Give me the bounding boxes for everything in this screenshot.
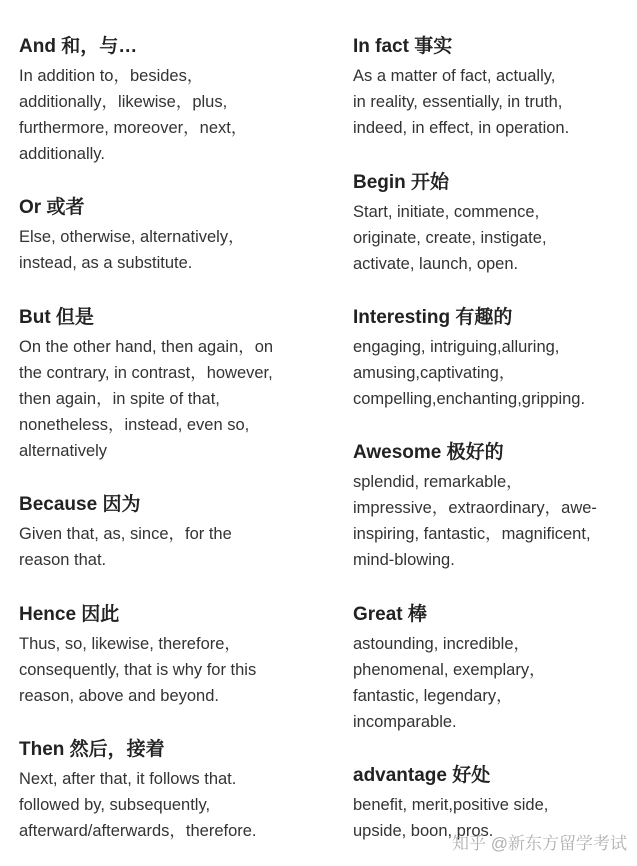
entry-title: Because 因为 (19, 494, 141, 515)
entry-line: impressive，extraordinary，awe- (353, 499, 597, 517)
entry-title: Then 然后，接着 (19, 739, 165, 760)
entry-line: amusing,captivating， (353, 364, 516, 382)
entry-lines (353, 63, 633, 141)
entry-line: engaging, intriguing,alluring, (353, 338, 560, 356)
entry-lines (19, 334, 324, 464)
entry-in-fact (353, 35, 633, 141)
entry-line: reason, above and beyond. (19, 687, 219, 705)
watermark: 知乎 @新东方留学考试 (452, 834, 627, 853)
entry-line: Given that, as, since，for the (19, 525, 232, 543)
entry-then (19, 738, 324, 844)
entry-line: additionally，likewise，plus, (19, 93, 228, 111)
entry-line: phenomenal, exemplary， (353, 661, 546, 679)
entry-title: But 但是 (19, 307, 94, 328)
entry-line: benefit, merit,positive side, (353, 796, 549, 814)
entry-line: compelling,enchanting,gripping. (353, 390, 586, 408)
entry-but (19, 306, 324, 464)
entry-awesome (353, 441, 633, 573)
entry-line: mind-blowing. (353, 551, 455, 569)
entry-lines (19, 631, 324, 709)
entry-line: then again，in spite of that, (19, 390, 220, 408)
entry-title: In fact 事实 (353, 36, 453, 57)
entry-line: Next, after that, it follows that. (19, 770, 237, 788)
entry-line: in reality, essentially, in truth, (353, 93, 563, 111)
entry-line: consequently, that is why for this (19, 661, 257, 679)
entry-line: incomparable. (353, 713, 457, 731)
entry-line: upside, boon, pros. (353, 822, 494, 840)
entry-title: advantage 好处 (353, 765, 491, 786)
entry-title: Hence 因此 (19, 604, 120, 625)
entry-and (19, 35, 324, 167)
entry-line: additionally. (19, 145, 105, 163)
entry-lines (19, 521, 324, 573)
entry-line: the contrary, in contrast，however, (19, 364, 273, 382)
entry-line: Thus, so, likewise, therefore， (19, 635, 241, 653)
entry-hence (19, 603, 324, 709)
entry-line: On the other hand, then again，on (19, 338, 274, 356)
entry-begin (353, 171, 633, 277)
entry-lines (353, 469, 633, 573)
entry-line: nonetheless，instead, even so, (19, 416, 250, 434)
entry-line: astounding, incredible， (353, 635, 531, 653)
entry-lines (353, 631, 633, 735)
entry-line: activate, launch, open. (353, 255, 519, 273)
entry-line: In addition to，besides， (19, 67, 204, 85)
entry-lines (19, 224, 324, 276)
entry-title: And 和，与… (19, 36, 138, 57)
entry-line: furthermore, moreover，next， (19, 119, 248, 137)
entry-title: Great 棒 (353, 604, 427, 625)
entry-line: instead, as a substitute. (19, 254, 193, 272)
entry-or (19, 196, 324, 276)
entry-lines (353, 334, 633, 412)
entry-line: indeed, in effect, in operation. (353, 119, 570, 137)
entry-great (353, 603, 633, 735)
entry-line: originate, create, instigate, (353, 229, 547, 247)
entry-line: alternatively (19, 442, 108, 460)
entry-line: fantastic, legendary， (353, 687, 513, 705)
entry-line: afterward/afterwards，therefore. (19, 822, 257, 840)
entry-lines (19, 766, 324, 844)
entry-lines (353, 199, 633, 277)
entry-lines (19, 63, 324, 167)
entry-interesting (353, 306, 633, 412)
entry-line: Else, otherwise, alternatively， (19, 228, 245, 246)
entry-title: Begin 开始 (353, 172, 450, 193)
entry-line: As a matter of fact, actually, (353, 67, 556, 85)
entry-line: splendid, remarkable， (353, 473, 523, 491)
entry-because (19, 493, 324, 573)
entry-line: Start, initiate, commence, (353, 203, 540, 221)
entry-title: Interesting 有趣的 (353, 307, 513, 328)
entry-title: Awesome 极好的 (353, 442, 504, 463)
entry-line: reason that. (19, 551, 107, 569)
entry-line: followed by, subsequently, (19, 796, 211, 814)
entry-line: inspiring, fantastic，magnificent, (353, 525, 591, 543)
entry-title: Or 或者 (19, 197, 85, 218)
